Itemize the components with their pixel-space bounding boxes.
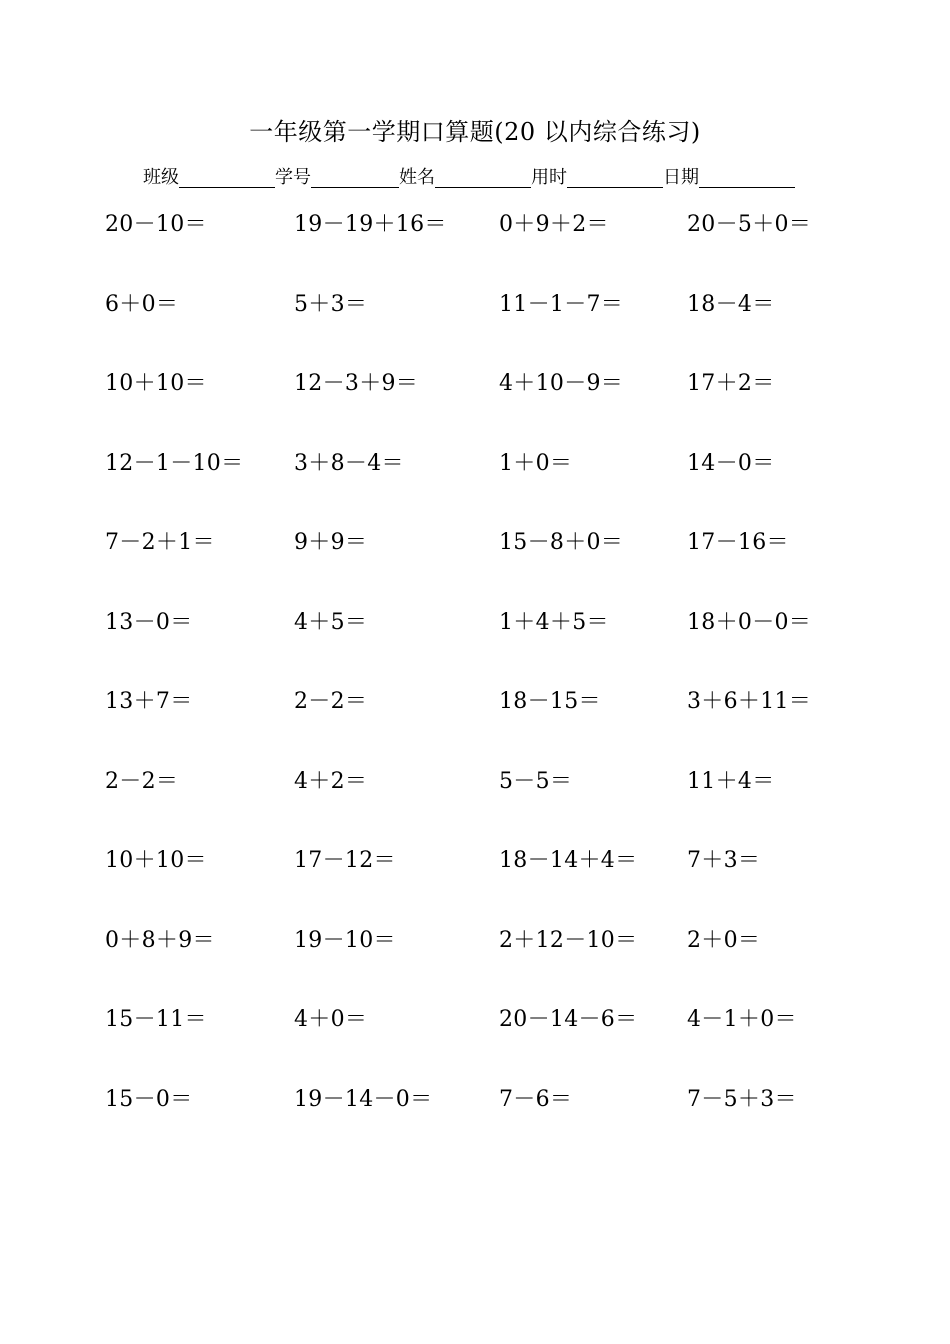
arithmetic-problem: 7－6＝ (499, 1086, 573, 1112)
problem-row (105, 921, 865, 1001)
name-blank[interactable] (435, 163, 531, 188)
problem-row (105, 364, 865, 444)
class-field (143, 163, 275, 192)
student-number-field (275, 163, 399, 192)
arithmetic-problem: 10＋10＝ (105, 848, 207, 873)
arithmetic-problem: 6＋0＝ (105, 291, 179, 317)
arithmetic-problem: 18－4＝ (687, 291, 775, 317)
arithmetic-problem: 3＋6＋11＝ (687, 689, 812, 714)
arithmetic-problem: 7＋3＝ (687, 848, 761, 873)
arithmetic-problem: 18－14＋4＝ (499, 848, 638, 873)
arithmetic-problem: 15－0＝ (105, 1086, 193, 1112)
arithmetic-problem: 1＋0＝ (499, 450, 573, 476)
arithmetic-problem: 14－0＝ (687, 450, 775, 476)
time-used-blank[interactable] (567, 163, 663, 188)
problem-grid (105, 205, 865, 1159)
time-used-label: 用时 (531, 167, 567, 188)
date-field (663, 163, 795, 192)
student-info-row (143, 160, 795, 192)
name-field (399, 163, 531, 192)
arithmetic-problem: 4－1＋0＝ (687, 1007, 797, 1032)
class-blank[interactable] (179, 163, 275, 188)
date-blank[interactable] (699, 163, 795, 188)
arithmetic-problem: 7－5＋3＝ (687, 1086, 797, 1112)
problem-row (105, 285, 865, 365)
arithmetic-problem: 2－2＝ (294, 689, 368, 714)
worksheet-title: 一年级第一学期口算题(20 以内综合练习) (249, 118, 701, 146)
arithmetic-problem: 5－5＝ (499, 768, 573, 794)
arithmetic-problem: 19－14－0＝ (294, 1086, 433, 1112)
arithmetic-problem: 17－12＝ (294, 848, 396, 873)
arithmetic-problem: 1＋4＋5＝ (499, 609, 609, 635)
problem-row (105, 444, 865, 524)
arithmetic-problem: 4＋2＝ (294, 768, 368, 794)
arithmetic-problem: 10＋10＝ (105, 371, 207, 396)
arithmetic-problem: 19－10＝ (294, 927, 396, 953)
arithmetic-problem: 4＋0＝ (294, 1007, 368, 1032)
arithmetic-problem: 20－10＝ (105, 212, 207, 237)
student-number-label: 学号 (275, 167, 311, 188)
arithmetic-problem: 15－11＝ (105, 1007, 207, 1032)
problem-row (105, 205, 865, 285)
arithmetic-problem: 12－1－10＝ (105, 450, 244, 476)
arithmetic-problem: 18－15＝ (499, 689, 601, 714)
arithmetic-problem: 17－16＝ (687, 530, 789, 555)
arithmetic-problem: 5＋3＝ (294, 291, 368, 317)
arithmetic-problem: 18＋0－0＝ (687, 609, 812, 635)
arithmetic-problem: 0＋9＋2＝ (499, 212, 609, 237)
arithmetic-problem: 2＋0＝ (687, 927, 761, 953)
student-number-blank[interactable] (311, 163, 399, 188)
arithmetic-problem: 20－5＋0＝ (687, 212, 812, 237)
arithmetic-problem: 3＋8－4＝ (294, 450, 404, 476)
arithmetic-problem: 4＋10－9＝ (499, 371, 624, 396)
problem-row (105, 841, 865, 921)
arithmetic-problem: 2－2＝ (105, 768, 179, 794)
arithmetic-problem: 20－14－6＝ (499, 1007, 638, 1032)
arithmetic-problem: 4＋5＝ (294, 609, 368, 635)
arithmetic-problem: 15－8＋0＝ (499, 530, 624, 555)
arithmetic-problem: 19－19＋16＝ (294, 212, 447, 237)
arithmetic-problem: 13＋7＝ (105, 689, 193, 714)
arithmetic-problem: 11＋4＝ (687, 768, 775, 794)
problem-row (105, 523, 865, 603)
problem-row (105, 603, 865, 683)
name-label: 姓名 (399, 167, 435, 188)
arithmetic-problem: 9＋9＝ (294, 530, 368, 555)
arithmetic-problem: 0＋8＋9＝ (105, 927, 215, 953)
problem-row (105, 1000, 865, 1080)
arithmetic-problem: 17＋2＝ (687, 371, 775, 396)
class-label: 班级 (143, 167, 179, 188)
arithmetic-problem: 13－0＝ (105, 609, 193, 635)
arithmetic-problem: 11－1－7＝ (499, 291, 624, 317)
time-used-field (531, 163, 663, 192)
arithmetic-problem: 7－2＋1＝ (105, 530, 215, 555)
problem-row (105, 1080, 865, 1160)
arithmetic-problem: 12－3＋9＝ (294, 371, 419, 396)
date-label: 日期 (663, 167, 699, 188)
arithmetic-problem: 2＋12－10＝ (499, 927, 638, 953)
problem-row (105, 682, 865, 762)
problem-row (105, 762, 865, 842)
